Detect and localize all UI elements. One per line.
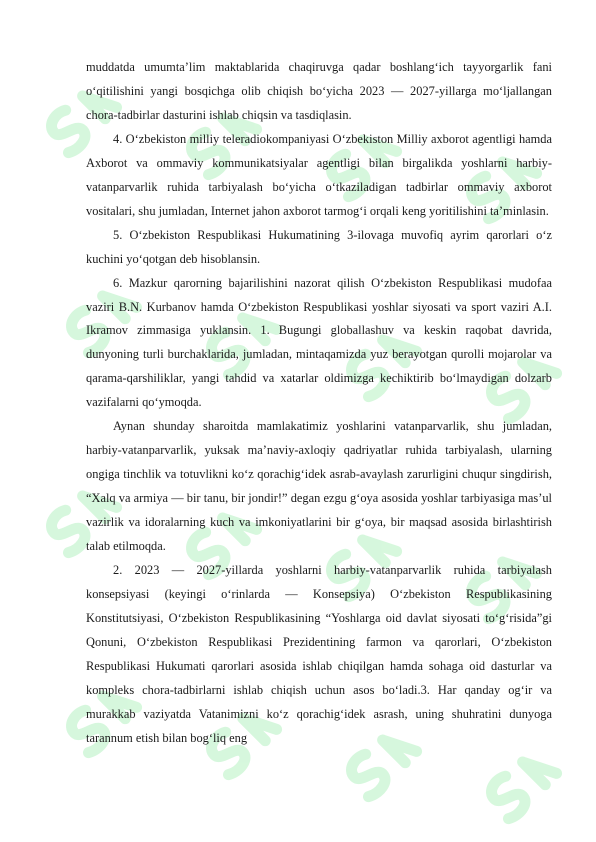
watermark-mark [484,747,558,821]
watermark-stroke [44,108,91,155]
paragraph-1: muddatda umumta’lim maktablarida chaqiruvga qadar boshlang‘ich tayyorgarlik fani o‘qitilishini yangi bosqichga olib chiqish bo‘yicha 2023 — 2027-yillarga mo‘ljallangan chora-tadbirlar dasturini ishlab chiqsin va tasdiqlasin. [86,60,552,122]
watermark-bar [523,751,557,785]
paragraph-5: Aynan shunday sharoitda mamlakatimiz yoshlarini vatanparvarlik, shu jumladan, harbiy-vatanparvarlik, yuksak ma’naviy-axloqiy qadriyatlar ruhida tarbiyalash, ularning ongiga tinchlik va totuvlikni ko‘z qorachig‘idek asrab-avaylash zarurligini chuqur singdirish, “Xalq va armiya — bir tanu, bir jondir!” degan ezgu g‘oya asosida yoshlar tarbiyasiga mas’ul vazirlik va idoralarning kuch va imkoniyatlarini bir g‘oya, bir maqsad asosida birlashtirish talab etilmoqda. [86,419,552,554]
watermark-stroke [484,774,531,821]
paragraph-4: 6. Mazkur qarorning bajarilishini nazorat qilish O‘zbekiston Respublikasi mudofaa vaziri B.N. Kurbanov hamda O‘zbekiston Respublikasi yoshlar siyosati va sport vaziri A.I. Ikramov zimmasiga yuklansin. 1. Bugungi globallashuv va keskin raqobat davrida, dunyoning turli burchaklarida, jumladan, mintaqamizda yuz berayotgan qurolli mojarolar va qarama-qarshiliklar, yangi tahdid va xatarlar oldimizga kechiktirib bo‘lmaydigan dolzarb vazifalarni qo‘ymoqda. [86,275,552,410]
document-body [86,56,552,751]
watermark-stroke [344,752,391,799]
paragraph-3: 5. O‘zbekiston Respublikasi Hukumatining 3-ilovaga muvofiq ayrim qarorlari o‘z kuchini yo‘qotgan deb hisoblansin. [86,227,552,266]
watermark-stroke [44,508,91,555]
paragraph-6: 2. 2023 — 2027-yillarda yoshlarni harbiy-vatanparvarlik ruhida tarbiyalash konsepsiyasi (keyingi o‘rinlarda — Konsepsiya) O‘zbekiston Respublikasining Konstitutsiyasi, O‘zbekiston Respublikasining “Yoshlarga oid davlat siyosati to‘g‘risida”gi Qonuni, O‘zbekiston Respublikasi Prezidentining farmon va qarorlari, O‘zbekiston Respublikasi Hukumati qarorlari asosida ishlab chiqilgan hamda sohaga oid dasturlar va kompleks chora-tadbirlarni ishlab chiqish uchun asos bo‘ladi.3. Har qanday og‘ir va murakkab vaziyatda Vatanimizni ko‘z qorachig‘idek asrash, uning shuhratini dunyoga tarannum etish bilan bog‘liq eng [86,563,552,745]
paragraph-2: 4. O‘zbekiston milliy teleradiokompaniyasi O‘zbekiston Milliy axborot agentligi hamda Axborot va ommaviy kommunikatsiyalar agentligi bilan birgalikda yoshlarni harbiy-vatanparvarlik ruhida tarbiyalash bo‘yicha o‘tkaziladigan tadbirlar ommaviy axborot vositalari, shu jumladan, Internet jahon axborot tarmog‘i orqali keng yoritilishini ta’minlasin. [86,131,552,218]
